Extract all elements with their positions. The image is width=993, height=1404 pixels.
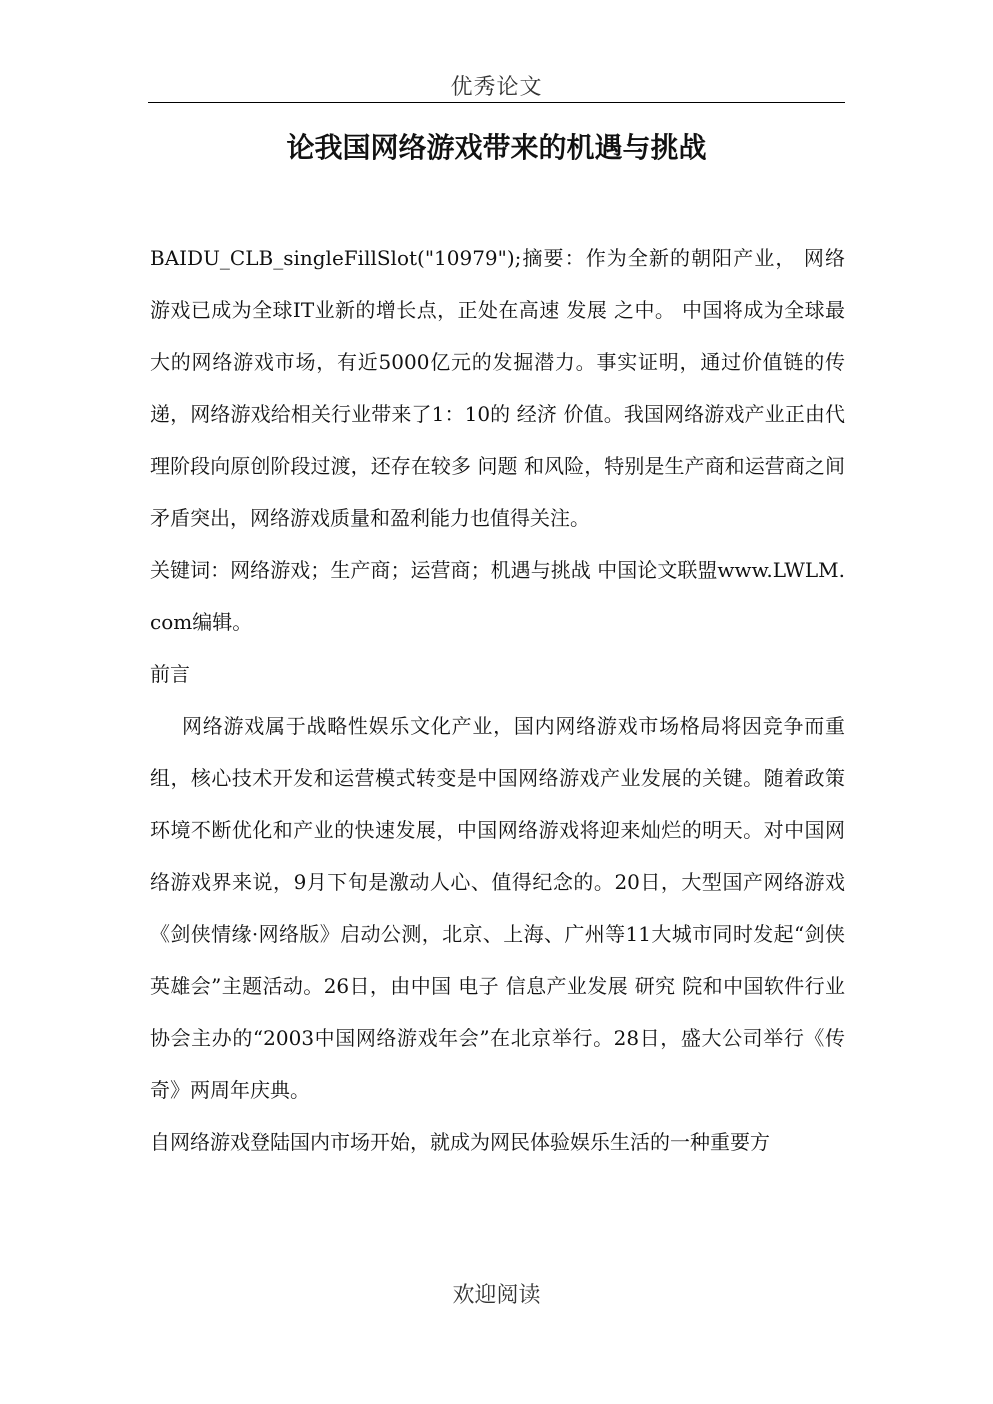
- footer-label: 欢迎阅读: [452, 1283, 541, 1308]
- page-header: [148, 70, 845, 103]
- page-footer: [148, 1278, 845, 1309]
- abstract-paragraph: BAIDU_CLB_singleFillSlot("10979");摘要：作为全新的朝阳产业， 网络 游戏已成为全球IT业新的增长点，正处在高速 发展 之中。 中国将成为全球最大的网络游戏市场，有近5000亿元的发掘潜力。事实证明，通过价值链的传递，网络游戏给相关行业带来了1：10的 经济 价值。我国网络游戏产业正由代理阶段向原创阶段过渡，还存在较多 问题 和风险，特别是生产商和运营商之间矛盾突出，网络游戏质量和盈利能力也值得关注。: [150, 246, 845, 530]
- header-label: 优秀论文: [450, 75, 543, 100]
- document-title: 论我国网络游戏带来的机遇与挑战: [286, 131, 707, 164]
- body-paragraph-2: 自网络游戏登陆国内市场开始，就成为网民体验娱乐生活的一种重要方: [150, 1130, 770, 1154]
- keywords-paragraph: 关键词：网络游戏；生产商；运营商；机遇与挑战 中国论文联盟www.LWLM.com编辑。: [150, 558, 845, 634]
- body-paragraph-1: 网络游戏属于战略性娱乐文化产业，国内网络游戏市场格局将因竞争而重组，核心技术开发和运营模式转变是中国网络游戏产业发展的关键。随着政策环境不断优化和产业的快速发展，中国网络游戏将迎来灿烂的明天。对中国网络游戏界来说，9月下旬是激动人心、值得纪念的。20日，大型国产网络游戏《剑侠情缘·网络版》启动公测，北京、上海、广州等11大城市同时发起“剑侠英雄会”主题活动。26日，由中国 电子 信息产业发展 研究 院和中国软件行业协会主办的“2003中国网络游戏年会”在北京举行。28日，盛大公司举行《传奇》两周年庆典。: [150, 714, 845, 1102]
- document-body: [150, 232, 845, 1168]
- preface-heading: 前言: [150, 662, 190, 686]
